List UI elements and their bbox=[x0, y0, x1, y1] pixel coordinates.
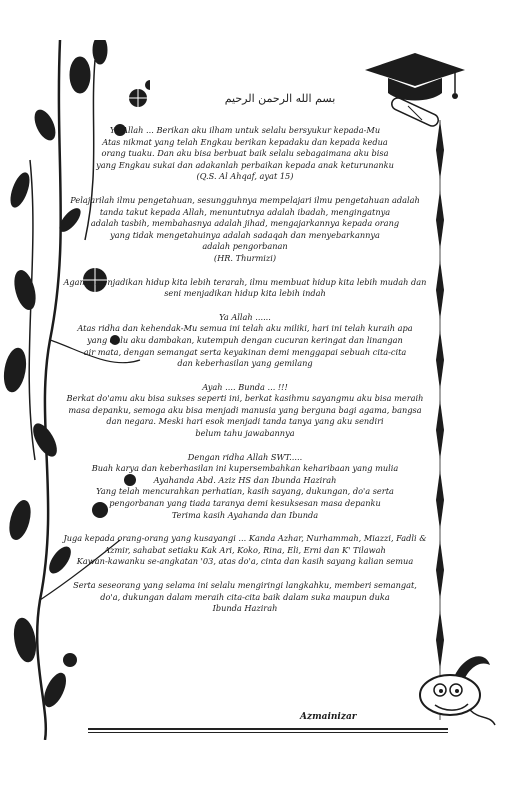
text-line: Berkat do'amu aku bisa sukses seperti ini, berkat kasihmu sayangmu aku bisa meraih bbox=[66, 393, 424, 404]
text-line: Atas nikmat yang telah Engkau berikan kepadaku dan kepada kedua bbox=[102, 136, 388, 147]
text-line: adalah tasbih, membahasnya adalah jihad, mengajarkannya kepada orang bbox=[90, 218, 400, 229]
paragraph-quran-verse bbox=[60, 125, 430, 183]
text-line: Ya Allah ...... bbox=[219, 311, 271, 322]
paragraph-family-friends bbox=[60, 533, 430, 568]
text-line: Buah karya dan keberhasilan ini kupersembahkan keharibaan yang mulia bbox=[91, 463, 399, 474]
paragraph-closing bbox=[60, 580, 430, 615]
text-line: Ayahanda Abd. Aziz HS dan Ibunda Hazirah bbox=[153, 474, 337, 485]
text-line: Atas ridha dan kehendak-Mu semua ini telah aku miliki, hari ini telah kuraih apa bbox=[77, 323, 413, 334]
text-line: Serta seseorang yang selama ini selalu mengiringi langkahku, memberi semangat, bbox=[73, 580, 417, 590]
text-line: (Q.S. Al Ahqaf, ayat 15) bbox=[196, 171, 294, 182]
text-line: air mata, dengan semangat serta keyakinan demi menggapai sebuah cita-cita bbox=[83, 346, 407, 357]
paragraph-ayah-bunda bbox=[60, 382, 430, 440]
paragraph-ya-allah bbox=[60, 312, 430, 370]
text-line: Pelajarilah ilmu pengetahuan, sesungguhnya mempelajari ilmu pengetahuan adalah bbox=[70, 194, 420, 205]
cartoon-character-icon bbox=[410, 650, 500, 730]
text-line: Juga kepada orang-orang yang kusayangi ... Kanda Azhar, Nurhammah, Miazzi, Fadli & bbox=[63, 533, 427, 544]
text-line: orang tuaku. Dan aku bisa berbuat baik selalu sebagaimana aku bisa bbox=[101, 148, 389, 159]
dedication-text bbox=[60, 125, 430, 627]
author-signature: Azmainizar bbox=[300, 712, 357, 722]
paragraph-hadith bbox=[60, 195, 430, 265]
text-line: pengorbanan yang tiada taranya demi kesuksesan masa depanku bbox=[109, 498, 381, 509]
text-line: dan negara. Meski hari esok menjadi tanda tanya yang aku sendiri bbox=[106, 416, 384, 427]
bismillah-heading: بسم الله الرحمن الرحيم bbox=[224, 92, 336, 105]
text-line: dan keberhasilan yang gemilang bbox=[177, 358, 313, 369]
text-line: belum tahu jawabannya bbox=[195, 428, 295, 439]
paragraph-agama bbox=[60, 277, 430, 300]
bottom-divider-thin bbox=[88, 732, 448, 733]
text-line: yang Engkau sukai dan adakanlah perbaikan kepada anak keturunanku bbox=[96, 159, 394, 170]
text-line: do'a, dukungan dalam meraih cita-cita baik dalam suka maupun duka bbox=[100, 591, 390, 602]
text-line: Azmir, sahabat setiaku Kak Ari, Koko, Rina, Eli, Erni dan K' Tilawah bbox=[104, 544, 386, 555]
text-line: adalah pengorbanan bbox=[202, 241, 288, 252]
text-line: masa depanku, semoga aku bisa menjadi manusia yang berguna bagi agama, bangsa bbox=[68, 404, 422, 415]
text-line: seni menjadikan hidup kita lebih indah bbox=[164, 288, 326, 299]
text-line: tanda takut kepada Allah, menuntutnya adalah ibadah, mengingatnya bbox=[99, 206, 391, 217]
text-line: Agama menjadikan hidup kita lebih terarah, ilmu membuat hidup kita lebih mudah dan bbox=[63, 276, 427, 287]
paragraph-dedication bbox=[60, 452, 430, 522]
text-line: Ayah .... Bunda ... !!! bbox=[202, 381, 288, 392]
text-line: Yang telah mencurahkan perhatian, kasih sayang, dukungan, do'a serta bbox=[96, 486, 394, 497]
text-line: Ya Allah ... Berikan aku ilham untuk selalu bersyukur kepada-Mu bbox=[109, 125, 381, 135]
text-line: Kawan-kawanku se-angkatan '03, atas do'a, cinta dan kasih sayang kalian semua bbox=[76, 556, 414, 567]
text-line: Ibunda Hazirah bbox=[212, 603, 278, 614]
text-line: yang dulu aku dambakan, kutempuh dengan cucuran keringat dan linangan bbox=[87, 334, 403, 345]
text-line: Dengan ridha Allah SWT..... bbox=[187, 451, 303, 462]
bottom-divider bbox=[88, 728, 448, 730]
text-line: yang tidak mengetahuinya adalah sadaqah dan menyebarkannya bbox=[110, 229, 380, 240]
text-line: (HR. Thurmizi) bbox=[213, 252, 277, 263]
diploma-scroll-icon bbox=[390, 96, 440, 128]
text-line: Terima kasih Ayahanda dan Ibunda bbox=[171, 509, 319, 520]
